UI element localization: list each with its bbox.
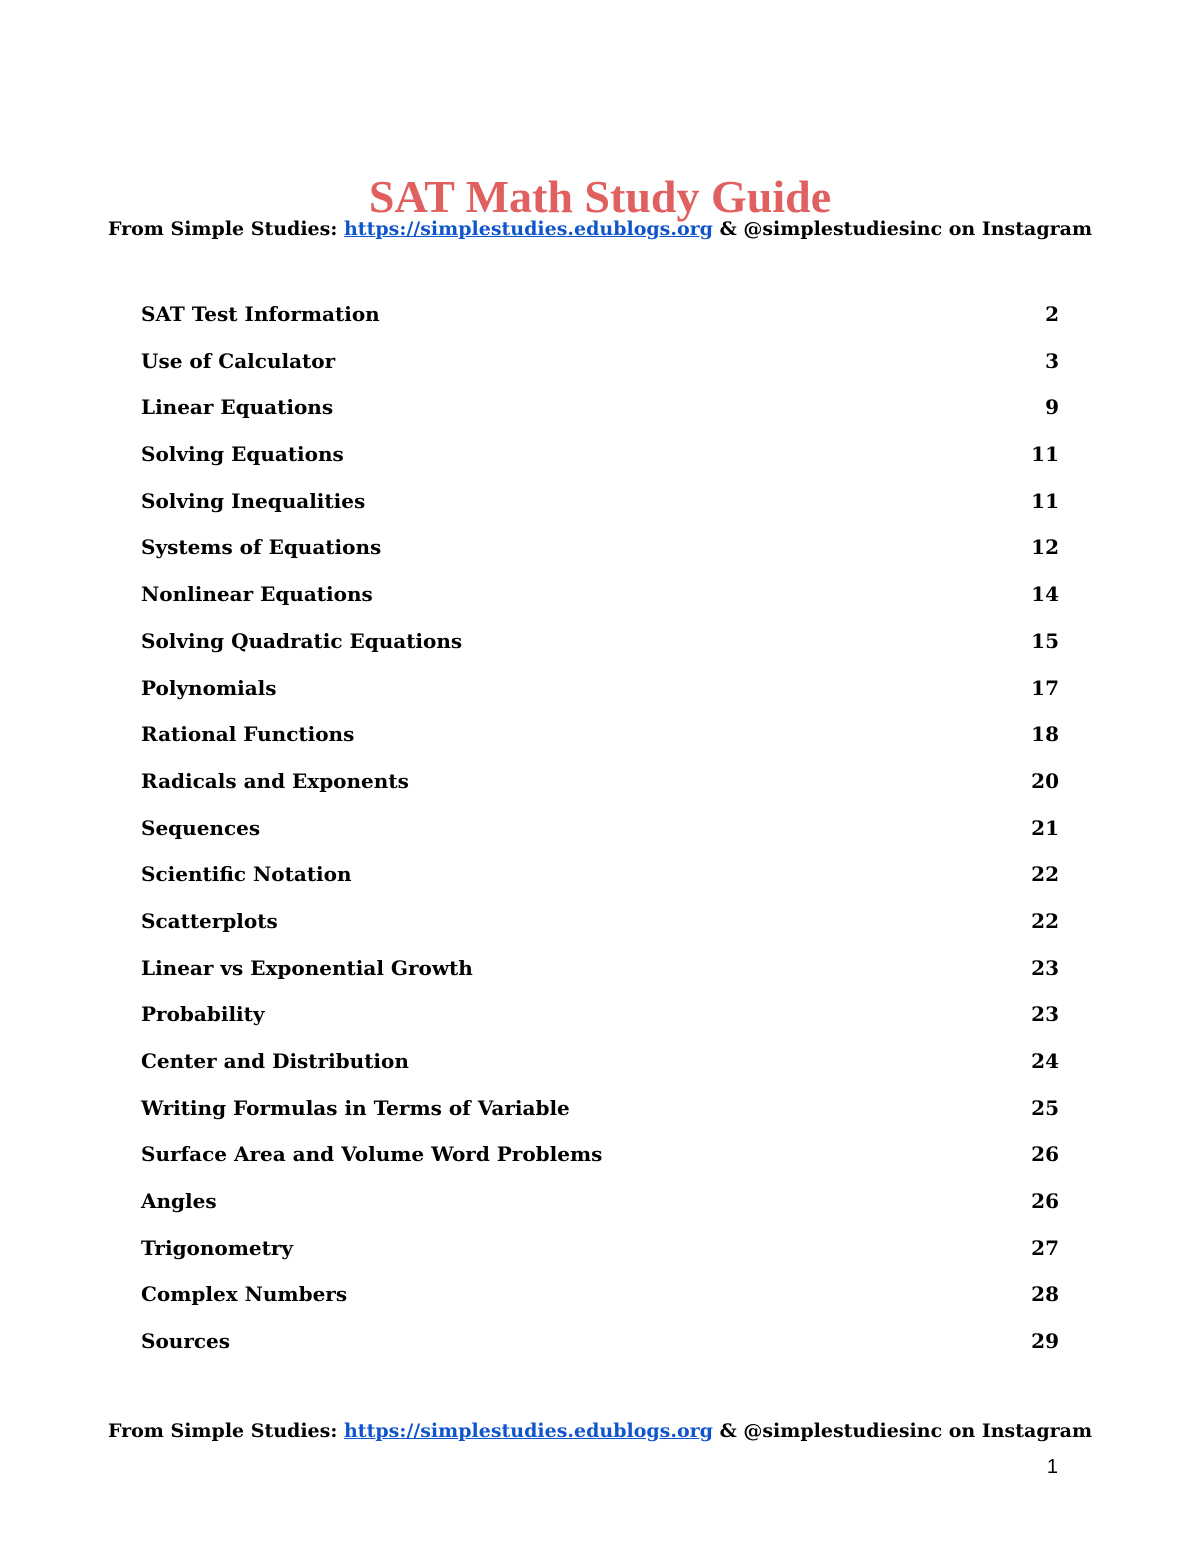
toc-entry xyxy=(141,384,1059,431)
toc-entry-page: 25 xyxy=(1031,1095,1059,1120)
toc-entry-page: 29 xyxy=(1031,1329,1059,1354)
toc-entry xyxy=(141,1318,1059,1365)
toc-entry xyxy=(141,1178,1059,1225)
toc-entry xyxy=(141,711,1059,758)
toc-entry-page: 21 xyxy=(1031,815,1059,840)
toc-entry-label: Angles xyxy=(141,1189,217,1214)
footer-source-line xyxy=(0,1418,1200,1444)
toc-entry-page: 23 xyxy=(1031,1002,1059,1027)
toc-entry-label: Linear vs Exponential Growth xyxy=(141,955,473,980)
toc-entry-label: SAT Test Information xyxy=(141,302,380,326)
toc-entry-page: 20 xyxy=(1031,768,1059,793)
toc-entry-page: 27 xyxy=(1031,1235,1059,1260)
toc-entry-label: Sequences xyxy=(141,815,261,840)
toc-entry-label: Center and Distribution xyxy=(141,1049,409,1073)
toc-entry xyxy=(141,898,1059,945)
toc-entry xyxy=(141,1271,1059,1318)
toc-entry xyxy=(141,665,1059,712)
toc-entry-label: Solving Equations xyxy=(141,442,344,467)
toc-entry-page: 15 xyxy=(1031,628,1059,653)
toc-entry-page: 23 xyxy=(1031,955,1059,980)
toc-entry xyxy=(141,478,1059,525)
toc-entry-label: Probability xyxy=(141,1002,265,1027)
toc-entry-page: 2 xyxy=(1045,302,1059,326)
table-of-contents xyxy=(141,291,1059,1365)
source-prefix: From Simple Studies: xyxy=(107,1420,344,1442)
toc-entry-label: Scatterplots xyxy=(141,908,278,933)
toc-entry-page: 11 xyxy=(1031,488,1059,513)
toc-entry-page: 22 xyxy=(1031,908,1059,933)
page-number: 1 xyxy=(1046,1456,1058,1478)
toc-entry xyxy=(141,945,1059,992)
toc-entry-label: Systems of Equations xyxy=(141,535,382,560)
toc-entry xyxy=(141,1085,1059,1132)
toc-entry-label: Surface Area and Volume Word Problems xyxy=(141,1142,603,1167)
toc-entry-label: Solving Inequalities xyxy=(141,488,366,513)
toc-entry-label: Rational Functions xyxy=(141,722,355,747)
toc-entry-label: Complex Numbers xyxy=(141,1282,348,1307)
toc-entry-page: 24 xyxy=(1031,1049,1059,1073)
toc-entry-label: Writing Formulas in Terms of Variable xyxy=(141,1095,570,1120)
toc-entry-page: 22 xyxy=(1031,862,1059,887)
toc-entry xyxy=(141,805,1059,852)
source-prefix: From Simple Studies: xyxy=(107,218,344,240)
header-source-line xyxy=(0,216,1200,242)
toc-entry xyxy=(141,758,1059,805)
toc-entry-label: Nonlinear Equations xyxy=(141,582,373,607)
toc-entry xyxy=(141,618,1059,665)
page-title: SAT Math Study Guide xyxy=(368,170,832,222)
source-suffix: & @simplestudiesinc on Instagram xyxy=(712,218,1093,240)
toc-entry xyxy=(141,338,1059,385)
toc-entry-label: Scientific Notation xyxy=(141,862,352,887)
toc-entry-page: 11 xyxy=(1031,442,1059,467)
toc-entry-page: 14 xyxy=(1031,582,1059,607)
toc-entry xyxy=(141,524,1059,571)
source-link[interactable]: https://simplestudies.edublogs.org xyxy=(343,218,713,240)
toc-entry-page: 26 xyxy=(1031,1142,1059,1167)
toc-entry xyxy=(141,291,1059,338)
toc-entry-label: Use of Calculator xyxy=(141,348,336,373)
toc-entry-page: 9 xyxy=(1045,395,1059,420)
toc-entry xyxy=(141,571,1059,618)
toc-entry-page: 26 xyxy=(1031,1189,1059,1214)
toc-entry-label: Sources xyxy=(141,1329,231,1354)
toc-entry-page: 3 xyxy=(1045,348,1059,373)
toc-entry-label: Solving Quadratic Equations xyxy=(141,628,463,653)
toc-entry xyxy=(141,1225,1059,1272)
toc-entry-page: 12 xyxy=(1031,535,1059,560)
toc-entry xyxy=(141,1038,1059,1085)
toc-entry-label: Radicals and Exponents xyxy=(141,768,409,793)
source-link[interactable]: https://simplestudies.edublogs.org xyxy=(343,1420,713,1442)
toc-entry xyxy=(141,851,1059,898)
toc-entry xyxy=(141,431,1059,478)
toc-entry-label: Linear Equations xyxy=(141,395,334,420)
source-suffix: & @simplestudiesinc on Instagram xyxy=(712,1420,1093,1442)
toc-entry xyxy=(141,991,1059,1038)
toc-entry xyxy=(141,1131,1059,1178)
toc-entry-label: Trigonometry xyxy=(141,1235,294,1260)
toc-entry-page: 18 xyxy=(1031,722,1059,747)
toc-entry-page: 28 xyxy=(1031,1282,1059,1307)
toc-entry-label: Polynomials xyxy=(141,675,277,700)
toc-entry-page: 17 xyxy=(1031,675,1059,700)
